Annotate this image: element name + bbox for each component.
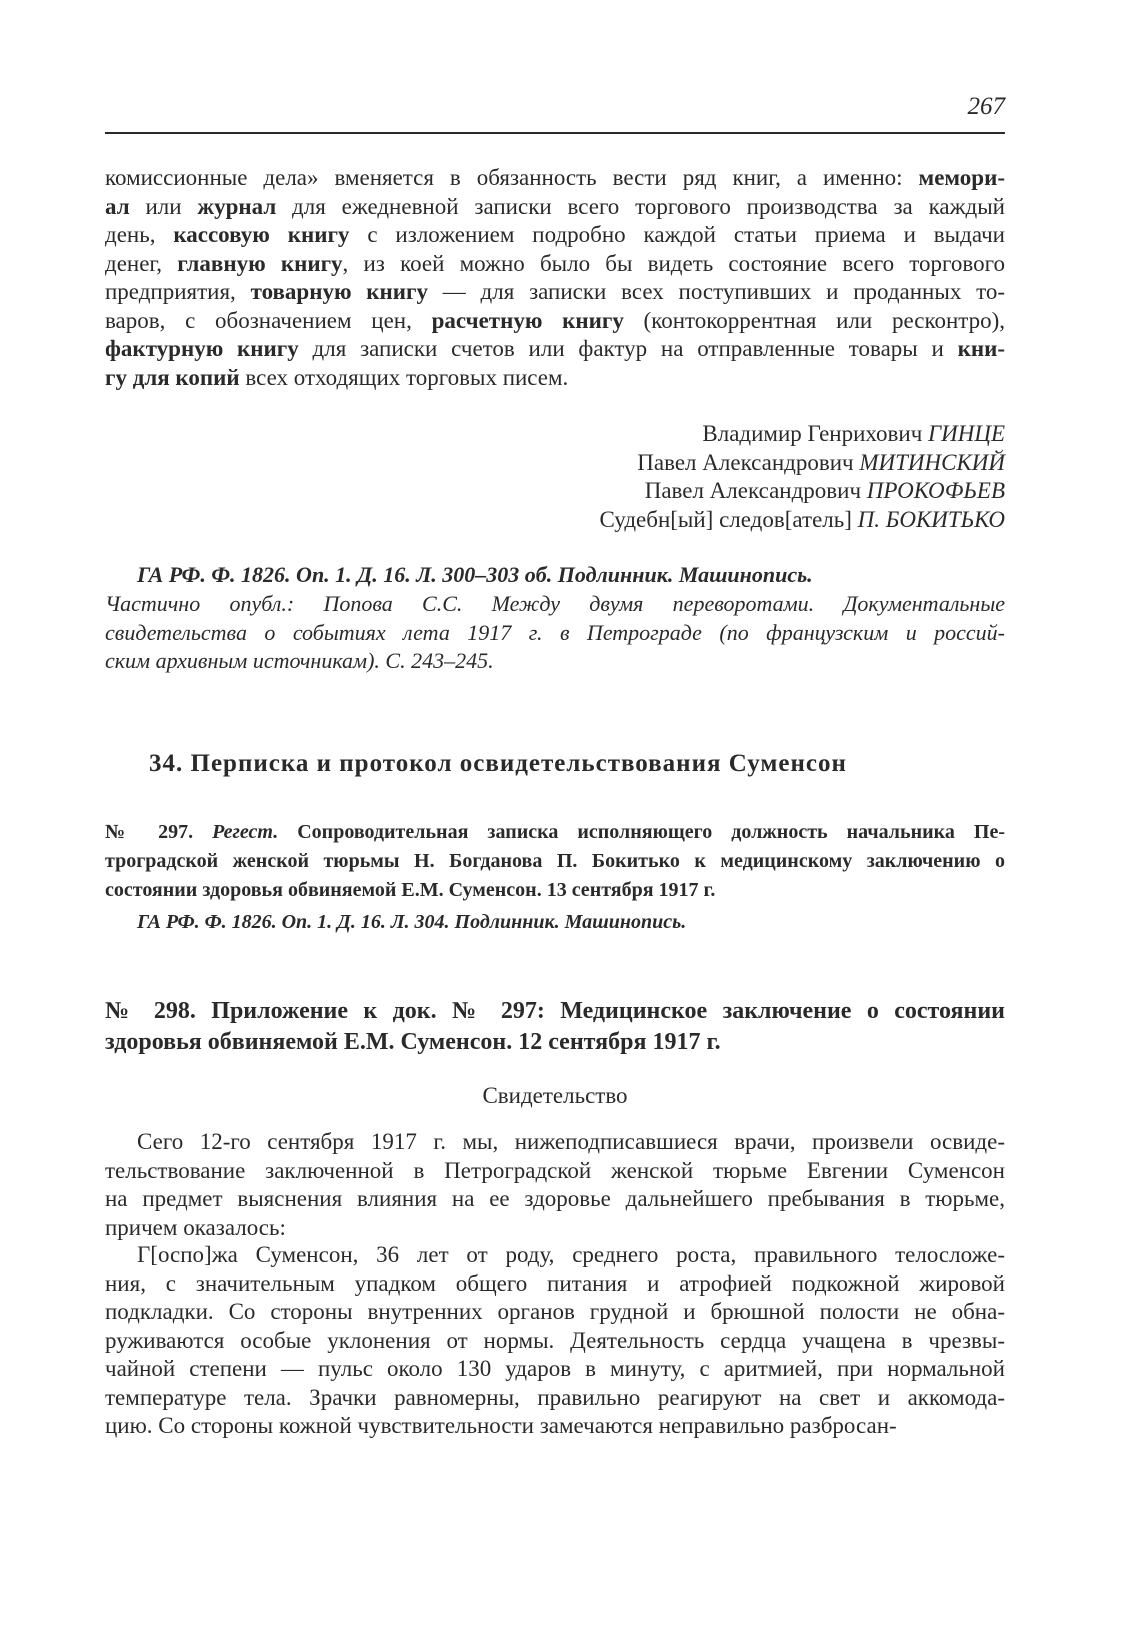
text-line: ским архивным источникам). С. 243–245.	[105, 648, 494, 673]
bold-term: товарную книгу	[250, 279, 429, 304]
bold-term: расчетную книгу	[431, 307, 624, 333]
text-line: троградской женской тюрьмы Н. Богданова П. Бокитько к медицинскому заключению о	[105, 850, 1005, 872]
text-line: цию. Со стороны кожной чувствительности замечаются неправильно разбросан-	[105, 1413, 897, 1438]
signatory-surname: ГИНЦЕ	[928, 421, 1005, 446]
text-line: Г[оспо]жа Суменсон, 36 лет от роду, среднего роста, правильного телосложе-	[137, 1242, 1005, 1267]
page-number: 267	[967, 93, 1005, 120]
text-run: с изложением подробно каждой статьи приема и выдачи	[349, 222, 1005, 247]
bold-term: фактурную книгу	[105, 336, 299, 361]
text-line: чайной степени — пульс около 130 ударов в минуту, с аритмией, при нормальной	[105, 1356, 1005, 1381]
signatory-name: Владимир Генрихович	[702, 421, 929, 446]
text-line	[105, 818, 1005, 847]
text-line: тельствование заключенной в Петроградской женской тюрьме Евгении Суменсон	[105, 1157, 1005, 1183]
text-line	[105, 335, 1005, 364]
document-number: № 297.	[105, 821, 213, 843]
text-line	[105, 250, 1005, 279]
signatory-surname: ПРОКОФЬЕВ	[866, 478, 1005, 503]
intro-paragraph	[105, 164, 1005, 392]
text-line: температуре тела. Зрачки равномерны, правильно реагируют на свет и аккомода-	[105, 1384, 1005, 1410]
bold-term: мемори-	[918, 165, 1005, 190]
text-run: или	[129, 193, 198, 219]
text-line	[105, 278, 1005, 307]
signature-line	[105, 506, 1005, 535]
bold-term: главную книгу	[177, 250, 343, 276]
text-run: — для записки всех поступивших и проданных то-	[428, 279, 1005, 304]
text-line: руживаются особые уклонения от нормы. Деятельность сердца учащена в чрезвы-	[105, 1327, 1005, 1353]
section-title-block	[149, 750, 1005, 778]
document-298-title	[105, 996, 1005, 1058]
bold-term: ал	[105, 193, 130, 219]
text-line: состоянии здоровья обвиняемой Е.М. Суменсон. 13 сентября 1917 г.	[105, 879, 716, 901]
document-heading	[105, 1083, 1005, 1109]
signatures-block	[105, 420, 1005, 534]
paragraph-1	[105, 1128, 1005, 1242]
paragraph-2	[105, 1241, 1005, 1441]
text-line: подкладки. Со стороны внутренних органов грудной и брюшной полости не обна-	[105, 1299, 1005, 1324]
text-line	[105, 307, 1005, 336]
text-line	[105, 364, 1005, 393]
signatory-name: Павел Александрович	[644, 478, 867, 503]
text-line: № 298. Приложение к док. № 297: Медицинское заключение о состоянии	[105, 998, 1005, 1024]
bold-term: кни-	[957, 336, 1006, 361]
text-line: на предмет выяснения влияния на ее здоровье дальнейшего пребывания в тюрьме,	[105, 1186, 1005, 1211]
signature-line	[105, 477, 1005, 506]
archive-reference-297: ГА РФ. Ф. 1826. Оп. 1. Д. 16. Л. 304. Подлинник. Машинопись.	[137, 911, 687, 933]
signatory-name: Судебн[ый] следов[атель]	[599, 506, 858, 532]
regest-label: Регест.	[212, 821, 279, 843]
text-line	[105, 221, 1005, 250]
text-run: предприятия,	[105, 279, 251, 304]
text-line: Сего 12-го сентября 1917 г. мы, нижеподписавшиеся врачи, произвели освиде-	[137, 1129, 1005, 1154]
signature-line	[105, 449, 1005, 478]
text-run: варов, с обозначением цен,	[105, 307, 432, 333]
text-line: Частично опубл.: Попова С.С. Между двумя переворотами. Документальные	[105, 591, 1005, 616]
section-title: 34. Перписка и протокол освидетельствования Суменсон	[149, 750, 847, 777]
bold-term: кассовую книгу	[173, 222, 350, 247]
signatory-surname: П. БОКИТЬКО	[857, 506, 1005, 532]
signature-line	[105, 420, 1005, 449]
header-rule	[105, 132, 1005, 134]
text-run: для записки счетов или фактур на отправленные товары и	[298, 336, 958, 361]
document-297-regest	[105, 818, 1005, 905]
text-run: денег,	[105, 250, 178, 276]
signatory-surname: МИТИНСКИЙ	[859, 449, 1005, 475]
source-archive-297	[137, 911, 1005, 934]
text-line: здоровья обвиняемой Е.М. Суменсон. 12 сентября 1917 г.	[105, 1029, 721, 1055]
text-run: для ежедневной записки всего торгового производства за каждый	[276, 193, 1005, 219]
archive-reference: ГА РФ. Ф. 1826. Оп. 1. Д. 16. Л. 300–303 об. Подлинник. Машинопись.	[137, 562, 813, 587]
text-line: свидетельства о событиях лета 1917 г. в Петрограде (по французским и россий-	[105, 619, 1005, 645]
text-line: ния, с значительным упадком общего питания и атрофией подкожной жировой	[105, 1270, 1005, 1296]
text-run: комиссионные дела» вменяется в обязанность вести ряд книг, а именно:	[105, 165, 919, 190]
text-line	[105, 164, 1005, 193]
text-line	[105, 193, 1005, 222]
text-run: , из коей можно было бы видеть состояние всего торгового	[342, 250, 1005, 276]
publication-note	[105, 590, 1005, 676]
signatory-name: Павел Александрович	[637, 449, 860, 475]
bold-term: гу для копий	[105, 364, 240, 390]
bold-term: журнал	[197, 193, 277, 219]
text-run: (контокоррентная или ресконтро),	[623, 307, 1006, 333]
text-line: причем оказалось:	[105, 1214, 286, 1240]
source-archive-1	[137, 562, 1005, 588]
text-run: всех отходящих торговых писем.	[239, 364, 569, 390]
heading-svidetelstvo: Свидетельство	[482, 1083, 628, 1108]
text-run: день,	[105, 222, 174, 247]
text-run: Сопроводительная записка исполняющего должность начальника Пе-	[278, 821, 1005, 843]
